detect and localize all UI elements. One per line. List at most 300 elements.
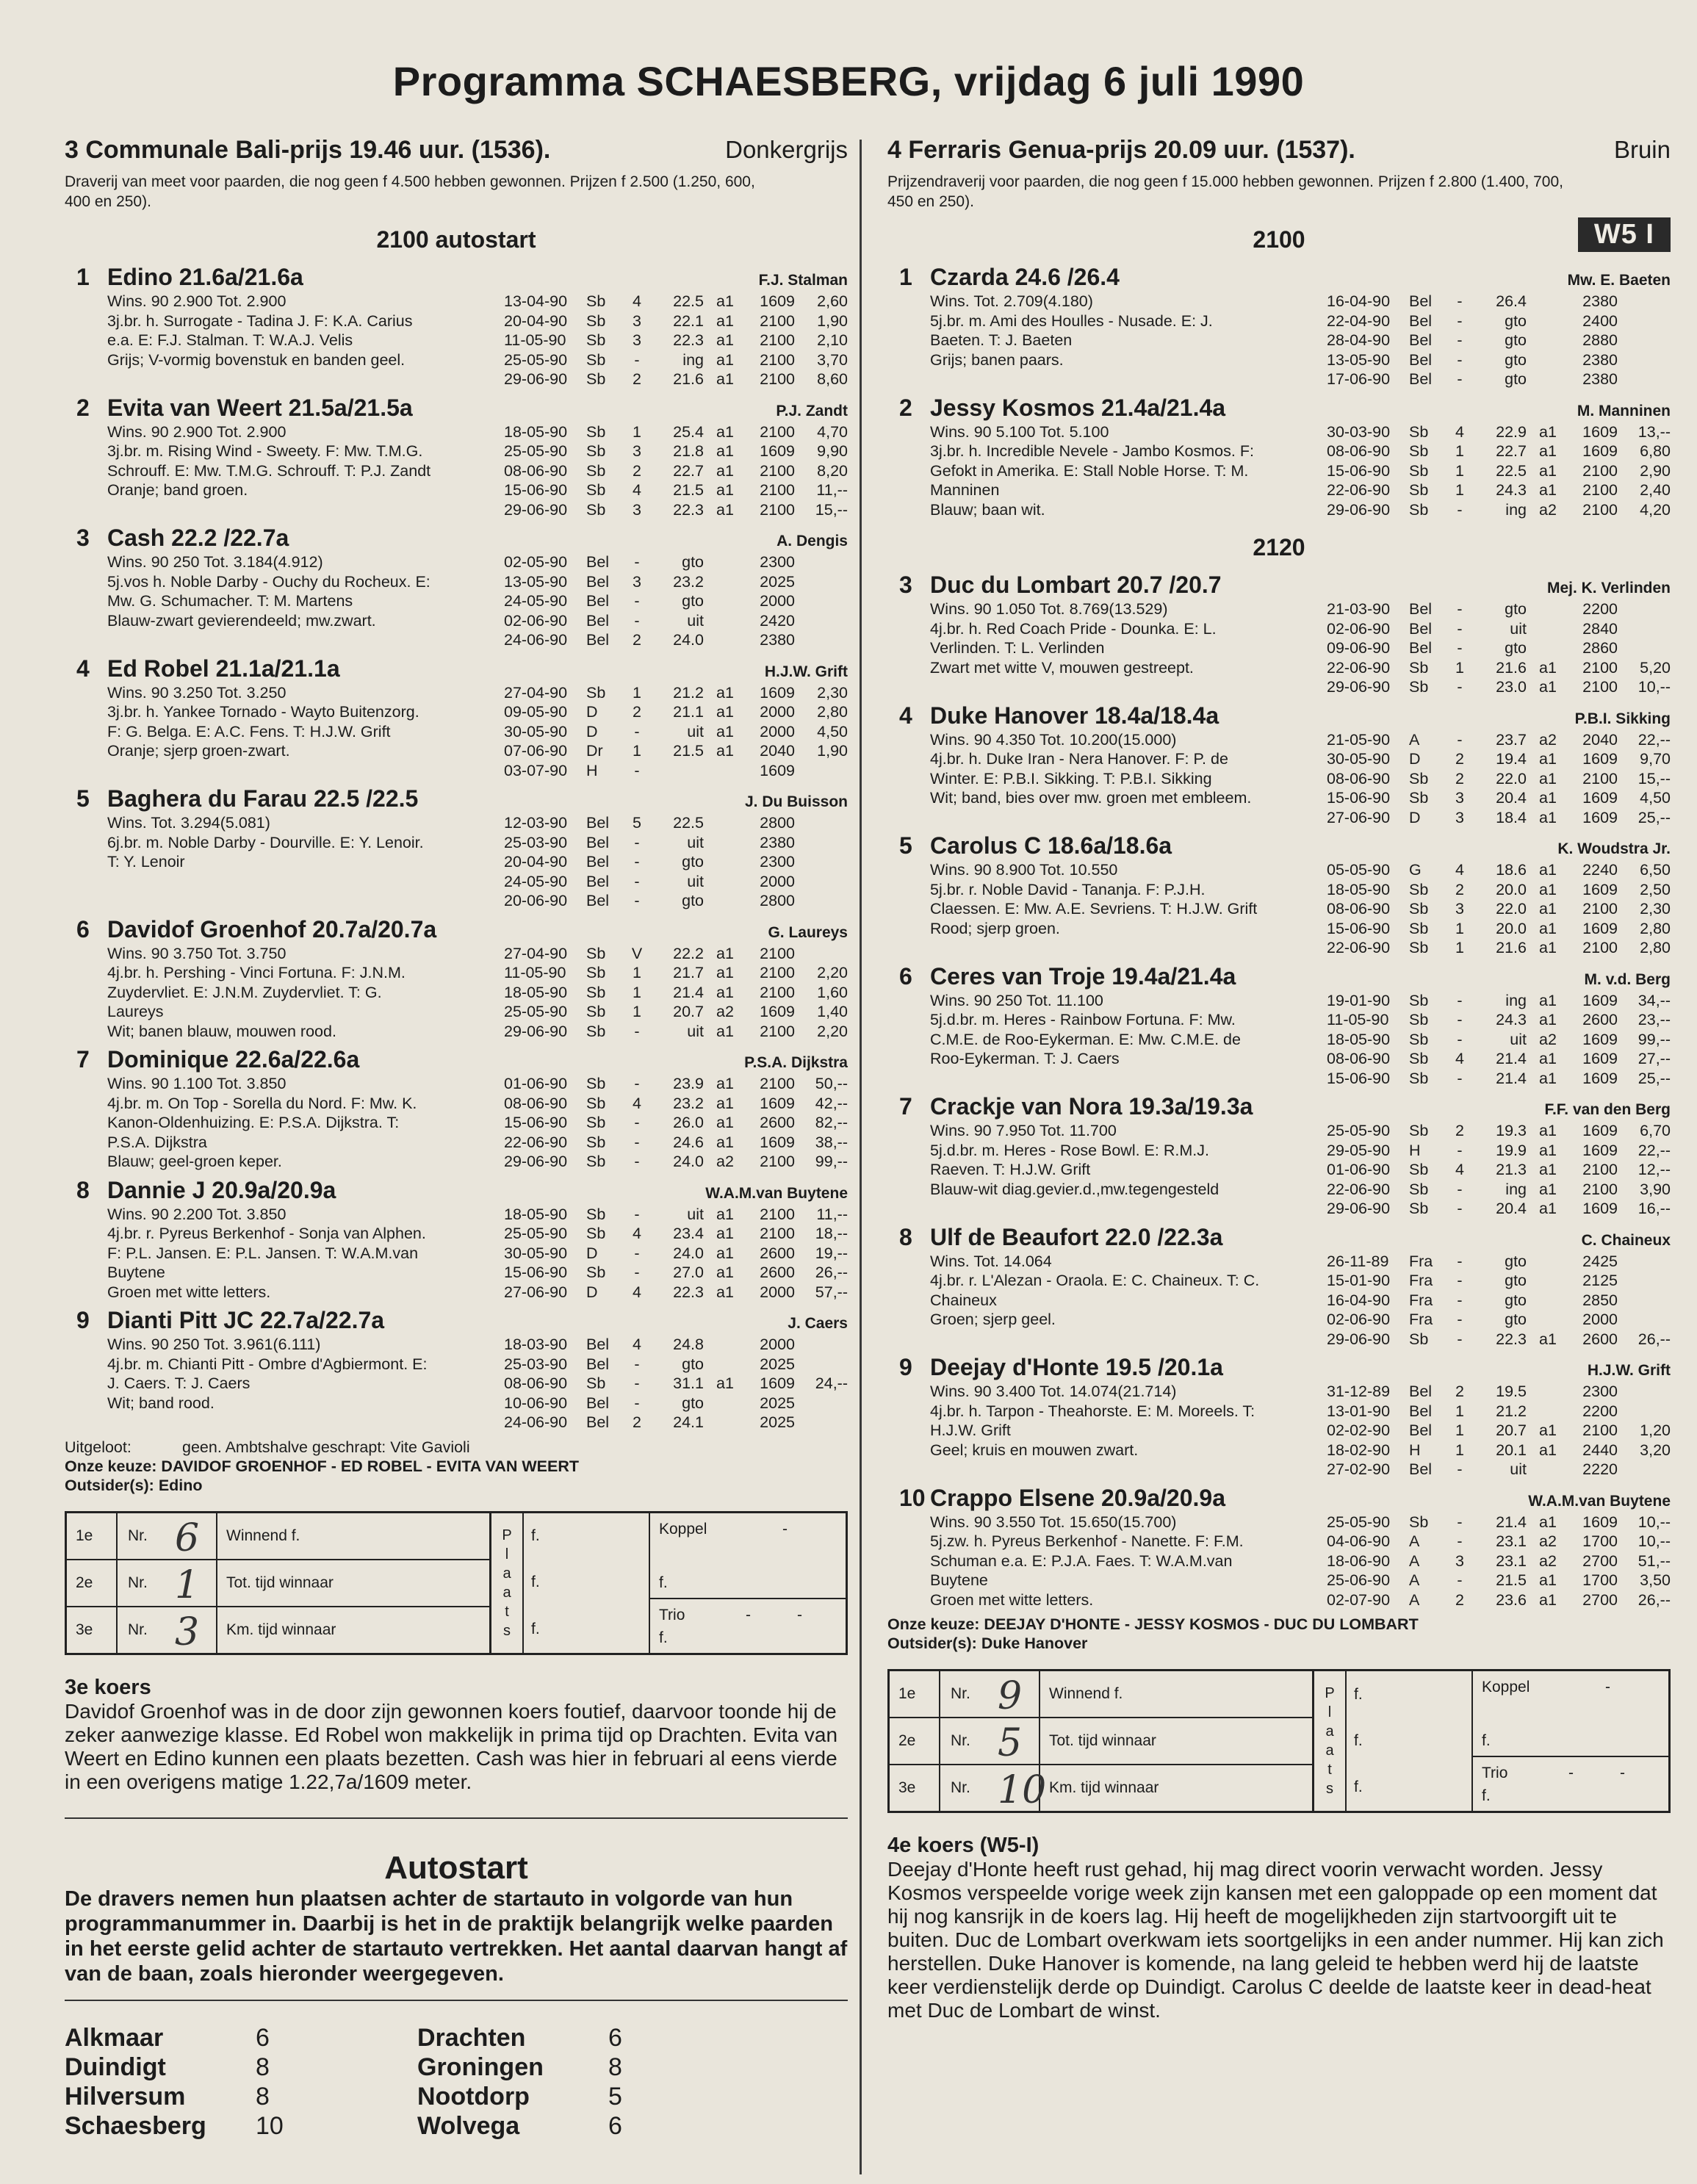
result-gait: a1 — [716, 742, 734, 760]
result-time: gto — [1505, 331, 1527, 349]
horse-number: 9 — [76, 1307, 90, 1333]
result-date: 28-04-90 — [1327, 331, 1391, 349]
result-gait: a1 — [1539, 1590, 1557, 1609]
result-place: 3 — [633, 311, 641, 330]
result-odds: 24,-- — [815, 1374, 848, 1392]
horse-info-line: J. Caers. T: J. Caers — [107, 1374, 251, 1392]
result-date: 25-05-90 — [504, 1003, 568, 1020]
horse-info-line: Kanon-Oldenhuizing. E: P.S.A. Dijkstra. T: — [107, 1114, 400, 1131]
result-time: 21.4 — [673, 983, 704, 1001]
result-distance: 2380 — [1582, 350, 1618, 369]
result-odds: 3,50 — [1640, 1571, 1671, 1589]
result-odds — [795, 591, 848, 611]
result-gait — [704, 572, 746, 592]
result-time: 21.7 — [673, 964, 704, 981]
result-time: 23.0 — [1496, 678, 1527, 696]
horse-body — [887, 991, 1671, 1089]
result-place: - — [634, 1075, 640, 1092]
result-date: 08-06-90 — [504, 1094, 568, 1112]
horse-results — [504, 292, 848, 389]
result-date: 27-02-90 — [1327, 1460, 1391, 1478]
result-row — [1327, 919, 1671, 939]
result-date: 18-06-90 — [1327, 1551, 1391, 1570]
result-odds — [1618, 331, 1671, 350]
result-gait: a1 — [716, 1244, 734, 1262]
result-place: 1 — [633, 964, 641, 981]
result-track: Sb — [1409, 678, 1429, 696]
result-gait: a2 — [716, 1153, 734, 1170]
result-distance: 1609 — [1582, 1122, 1618, 1139]
horse-info-line: Buytene — [107, 1264, 165, 1281]
result-place: 1 — [1455, 1441, 1464, 1459]
result-odds — [795, 944, 848, 964]
result-place: 1 — [633, 983, 641, 1001]
result-row — [504, 852, 848, 872]
horse-info-line: Claessen. E: Mw. A.E. Sevriens. T: H.J.W. Grift — [930, 900, 1258, 918]
result-distance: 2700 — [1582, 1551, 1618, 1570]
result-date: 29-06-90 — [504, 1153, 568, 1170]
result-distance: 1609 — [1582, 880, 1618, 898]
horse-header — [65, 655, 848, 683]
result-row — [1327, 500, 1671, 520]
result-gait: a1 — [1539, 1011, 1557, 1028]
result-odds — [1618, 599, 1671, 619]
result-place: - — [634, 1394, 640, 1412]
result-gait — [704, 833, 746, 853]
koppel-dash: - — [782, 1520, 788, 1538]
result-track: Fra — [1409, 1252, 1433, 1270]
horse-header — [887, 1485, 1671, 1513]
result-gait: a1 — [716, 722, 734, 740]
result-time: gto — [1505, 1252, 1527, 1270]
result-gait — [704, 813, 746, 833]
result-gait: a1 — [716, 1114, 734, 1131]
horse-info-line: Wins. Tot. 2.709(4.180) — [930, 292, 1093, 310]
result-gait: a1 — [716, 442, 734, 460]
result-gait: a1 — [1539, 1200, 1557, 1217]
result-date: 15-06-90 — [1327, 919, 1391, 937]
horse-number: 5 — [899, 832, 912, 859]
koppel-dash: - — [1605, 1679, 1610, 1695]
result-track: Bel — [1409, 639, 1433, 657]
horse-header — [887, 264, 1671, 292]
result-time: 23.2 — [673, 1094, 704, 1112]
result-gait: a1 — [1539, 1513, 1557, 1531]
race-title: 4 Ferraris Genua-prijs 20.09 uur. (1537). — [887, 136, 1355, 164]
result-row — [504, 722, 848, 742]
result-gait — [704, 761, 746, 781]
row-label: Tot. tijd winnaar — [1049, 1732, 1156, 1749]
result-odds — [1618, 350, 1671, 370]
result-date: 08-06-90 — [1327, 442, 1391, 460]
result-time: uit — [687, 722, 704, 740]
horse-name-text: Dominique 22.6a/22.6a — [107, 1046, 360, 1073]
result-place: 3 — [1455, 808, 1464, 826]
result-place: 3 — [633, 572, 641, 591]
horse-info-line: Schuman e.a. E: P.J.A. Faes. T: W.A.M.van — [930, 1551, 1233, 1570]
result-row — [1327, 1421, 1671, 1441]
result-time: 23.2 — [673, 572, 704, 591]
horse-name — [65, 264, 303, 291]
result-row — [1327, 1571, 1671, 1590]
track-name: Drachten — [417, 2023, 526, 2052]
horse-entry — [65, 264, 848, 389]
result-odds — [795, 1413, 848, 1432]
horse-number: 10 — [899, 1484, 926, 1511]
result-odds: 23,-- — [1637, 1011, 1671, 1028]
result-distance: 1609 — [1582, 1513, 1618, 1531]
result-date: 12-03-90 — [504, 814, 568, 832]
result-place: 2 — [1455, 1122, 1464, 1139]
row-label: Winnend f. — [226, 1527, 300, 1544]
result-gait — [704, 611, 746, 631]
result-odds: 12,-- — [1637, 1161, 1671, 1178]
result-date: 25-03-90 — [504, 1355, 568, 1373]
result-place: 4 — [633, 1225, 641, 1242]
horse-info-line: Buytene — [930, 1571, 988, 1589]
result-place: - — [634, 350, 640, 369]
result-time: 23.7 — [1496, 730, 1527, 749]
plaats-vertical — [1314, 1671, 1347, 1811]
horse-driver: Mw. E. Baeten — [1567, 272, 1671, 289]
result-track: Sb — [586, 311, 606, 330]
result-time: 26.4 — [1496, 292, 1527, 310]
horse-name-text: Evita van Weert 21.5a/21.5a — [107, 394, 413, 421]
result-track: A — [1409, 1532, 1420, 1550]
result-distance: 1609 — [1582, 919, 1618, 937]
plaats-f: f. — [531, 1620, 540, 1637]
trio-cell — [650, 1599, 846, 1653]
result-odds — [1618, 370, 1671, 389]
horse-results — [504, 1205, 848, 1302]
horse-info-line: Groen; sjerp geel. — [930, 1311, 1056, 1328]
result-row — [504, 1224, 848, 1244]
result-track: Fra — [1409, 1272, 1433, 1289]
result-odds: 1,20 — [1640, 1421, 1671, 1439]
result-row — [504, 1263, 848, 1283]
horse-info-line: Laureys — [107, 1003, 164, 1020]
result-place: - — [1457, 1330, 1463, 1348]
result-odds: 2,50 — [1640, 880, 1671, 898]
separator — [65, 2000, 848, 2001]
result-date: 15-06-90 — [1327, 1069, 1391, 1087]
result-row — [504, 1074, 848, 1094]
result-gait: a2 — [716, 1003, 734, 1020]
horse-info-line: 4j.br. h. Pershing - Vinci Fortuna. F: J.N.M. — [107, 964, 406, 981]
track-count: 6 — [256, 2023, 270, 2052]
result-track: Bel — [1409, 311, 1433, 330]
result-row — [504, 983, 848, 1003]
result-distance: 2125 — [1582, 1272, 1618, 1289]
result-distance: 2025 — [760, 572, 795, 591]
trio-dash-2: - — [1620, 1765, 1625, 1781]
horse-body — [65, 1335, 848, 1432]
horse-info-line: Wins. 90 3.550 Tot. 15.650(15.700) — [930, 1513, 1177, 1531]
result-track: Sb — [1409, 442, 1429, 460]
result-odds: 22,-- — [1637, 1141, 1671, 1159]
result-odds: 15,-- — [815, 500, 848, 519]
result-place: - — [1457, 639, 1463, 657]
result-row — [504, 1133, 848, 1153]
result-date: 05-05-90 — [1327, 861, 1391, 879]
result-gait: a1 — [1539, 789, 1557, 807]
result-odds — [795, 872, 848, 892]
result-date: 08-06-90 — [504, 461, 568, 480]
result-place: 1 — [633, 742, 641, 760]
horse-info-line: H.J.W. Grift — [930, 1421, 1011, 1439]
result-date: 01-06-90 — [1327, 1161, 1391, 1178]
result-distance: 2100 — [1582, 678, 1618, 696]
result-row — [504, 761, 848, 781]
result-time: uit — [1510, 619, 1527, 638]
result-place: - — [1457, 500, 1463, 519]
place-label: 3e — [67, 1607, 118, 1653]
result-gait: a1 — [716, 1094, 734, 1112]
horse-info-line: 4j.br. m. Chianti Pitt - Ombre d'Agbiermont. E: — [107, 1355, 428, 1373]
result-date: 27-04-90 — [504, 683, 568, 702]
result-place: - — [634, 761, 640, 779]
horse-results — [1327, 292, 1671, 389]
result-row — [504, 891, 848, 911]
result-time: gto — [1505, 1311, 1527, 1328]
nr-label: Nr. — [951, 1779, 970, 1796]
result-place: 3 — [633, 442, 641, 460]
result-distance: 2800 — [760, 892, 795, 909]
horse-info-line: Blauw-wit diag.gevier.d.,mw.tegengesteld — [930, 1180, 1219, 1198]
horse-info — [887, 991, 1327, 1089]
horse-info-line: Geel; kruis en mouwen zwart. — [930, 1441, 1139, 1459]
result-date: 19-01-90 — [1327, 991, 1391, 1009]
result-odds: 6,70 — [1640, 1122, 1671, 1139]
result-date: 02-06-90 — [504, 611, 568, 630]
result-place: - — [634, 1022, 640, 1040]
result-place: 4 — [1455, 1050, 1464, 1067]
result-time: gto — [682, 853, 704, 871]
result-distance: 2800 — [760, 814, 795, 832]
result-gait — [704, 1355, 746, 1374]
horse-info-line: Wins. 90 5.100 Tot. 5.100 — [930, 422, 1109, 441]
horse-name — [887, 702, 1219, 729]
result-row — [504, 1355, 848, 1374]
horse-info-line: Baeten. T: J. Baeten — [930, 331, 1073, 349]
result-date: 22-06-90 — [1327, 1180, 1391, 1198]
result-date: 07-06-90 — [504, 742, 568, 760]
horse-info-line: Wins. 90 1.050 Tot. 8.769(13.529) — [930, 600, 1168, 618]
result-track: Sb — [586, 1022, 606, 1040]
result-date: 08-06-90 — [1327, 769, 1391, 788]
result-date: 30-05-90 — [504, 1244, 568, 1262]
result-gait: a1 — [716, 1075, 734, 1092]
result-date: 22-04-90 — [1327, 311, 1391, 330]
horse-info-line: F: G. Belga. E: A.C. Fens. T: H.J.W. Grift — [107, 722, 391, 740]
horse-info-line: 4j.br. h. Duke Iran - Nera Hanover. F: P. de — [930, 750, 1228, 768]
horse-info-line: Wins. 90 250 Tot. 3.961(6.111) — [107, 1336, 321, 1353]
result-track: Sb — [586, 964, 606, 981]
horse-info — [65, 944, 504, 1042]
horse-info — [887, 860, 1327, 958]
result-gait: a2 — [1539, 500, 1557, 519]
horse-results — [504, 422, 848, 520]
result-distance: 1609 — [760, 1374, 795, 1392]
plaats-f-column — [524, 1513, 650, 1653]
result-distance: 2100 — [1582, 1421, 1618, 1439]
result-place: 1 — [1455, 481, 1464, 499]
outsiders: Outsider(s): Edino — [65, 1476, 203, 1494]
result-gait: a1 — [716, 1205, 734, 1223]
horse-body — [887, 1121, 1671, 1219]
result-track: Bel — [586, 592, 610, 610]
result-date: 10-06-90 — [504, 1394, 568, 1412]
result-date: 18-05-90 — [504, 422, 568, 441]
result-odds: 99,-- — [815, 1153, 848, 1170]
result-track: Bel — [1409, 331, 1433, 349]
result-form-row — [890, 1718, 1312, 1765]
result-time: 24.0 — [673, 631, 704, 649]
result-place: 2 — [1455, 1590, 1464, 1609]
result-place: - — [634, 553, 640, 571]
result-time: gto — [1505, 639, 1527, 657]
result-track: Sb — [1409, 500, 1429, 519]
horse-info-line: Grijs; V-vormig bovenstuk en banden geel. — [107, 350, 406, 369]
result-date: 29-06-90 — [504, 1022, 568, 1040]
result-odds — [1618, 1460, 1671, 1480]
horse-entry — [887, 572, 1671, 697]
distance-heading — [887, 534, 1671, 561]
result-time: gto — [1505, 350, 1527, 369]
result-date: 25-05-90 — [1327, 1513, 1391, 1531]
separator — [65, 1817, 848, 1819]
result-odds — [795, 1335, 848, 1355]
result-date: 15-06-90 — [1327, 789, 1391, 807]
horse-name-text: Ed Robel 21.1a/21.1a — [107, 655, 340, 682]
horse-entry — [887, 963, 1671, 1089]
result-time: 22.3 — [673, 1283, 704, 1301]
result-time: 19.9 — [1496, 1141, 1527, 1159]
horse-results — [504, 552, 848, 650]
result-distance: 2420 — [760, 611, 795, 630]
horse-info-line: C.M.E. de Roo-Eykerman. E: Mw. C.M.E. de — [930, 1030, 1241, 1048]
place-label: 2e — [890, 1718, 940, 1764]
horse-entry — [65, 916, 848, 1042]
horse-number: 2 — [76, 394, 90, 421]
result-distance: 2850 — [1582, 1291, 1618, 1309]
result-distance: 2025 — [760, 1413, 795, 1431]
horse-info-line: Gefokt in Amerika. E: Stall Noble Horse. T: M. — [930, 461, 1249, 480]
horse-number: 8 — [76, 1176, 90, 1203]
result-date: 02-06-90 — [1327, 1311, 1391, 1328]
result-track: Bel — [586, 892, 610, 909]
horse-driver: M. v.d. Berg — [1584, 970, 1671, 988]
result-place: - — [634, 1374, 640, 1392]
result-place: - — [1457, 292, 1463, 310]
result-odds — [795, 891, 848, 911]
result-track: Sb — [1409, 769, 1429, 788]
result-form — [65, 1511, 848, 1655]
result-track: Sb — [586, 500, 606, 519]
place-label: 1e — [890, 1671, 940, 1717]
horse-name-text: Cash 22.2 /22.7a — [107, 525, 289, 551]
horse-name — [65, 1177, 336, 1204]
result-odds: 8,60 — [817, 370, 848, 388]
result-track: Sb — [586, 422, 606, 441]
result-place: - — [634, 1153, 640, 1170]
horse-info — [887, 1121, 1327, 1219]
result-gait — [704, 872, 746, 892]
result-odds: 6,80 — [1640, 442, 1671, 460]
result-distance: 2000 — [760, 592, 795, 610]
plaats-letter: P — [1325, 1685, 1335, 1701]
result-track: Sb — [1409, 1180, 1429, 1198]
result-row — [1327, 370, 1671, 389]
result-place: - — [634, 1114, 640, 1131]
horse-number: 6 — [899, 962, 912, 990]
result-place: - — [634, 1355, 640, 1373]
result-place: - — [634, 1264, 640, 1281]
horse-body — [65, 1205, 848, 1302]
horse-info-line: 5j.br. m. Ami des Houlles - Nusade. E: J. — [930, 311, 1213, 330]
place-label: 3e — [890, 1765, 940, 1811]
trio-dash: - — [1568, 1765, 1574, 1781]
result-gait: a1 — [1539, 769, 1557, 788]
result-time: gto — [1505, 1291, 1527, 1309]
result-date: 25-05-90 — [504, 350, 568, 369]
result-place: - — [1457, 1200, 1463, 1217]
horse-info-line: Oranje; sjerp groen-zwart. — [107, 742, 290, 760]
result-odds: 2,40 — [1640, 481, 1671, 499]
plaats-letter: a — [1325, 1723, 1334, 1740]
result-date: 31-12-89 — [1327, 1383, 1391, 1400]
track-name: Wolvega — [417, 2111, 520, 2140]
horse-info-line — [107, 872, 504, 892]
result-track: Sb — [1409, 422, 1429, 441]
horse-name-text: Baghera du Farau 22.5 /22.5 — [107, 785, 419, 812]
result-track: Bel — [1409, 600, 1433, 618]
result-track: Dr — [586, 742, 603, 760]
result-time: 19.4 — [1496, 750, 1527, 768]
plaats-letter: P — [502, 1527, 512, 1543]
row-label: Km. tijd winnaar — [1049, 1779, 1159, 1796]
horse-name-text: Crackje van Nora 19.3a/19.3a — [930, 1093, 1253, 1120]
handwritten-number: 6 — [175, 1516, 200, 1560]
horse-header — [65, 264, 848, 292]
result-track: Sb — [1409, 1030, 1429, 1048]
horse-driver: H.J.W. Grift — [764, 663, 848, 680]
horse-results — [504, 683, 848, 781]
result-place: - — [1457, 1460, 1463, 1478]
result-gait: a1 — [716, 944, 734, 962]
result-gait: a1 — [1539, 1141, 1557, 1159]
result-gait — [1527, 1382, 1569, 1402]
result-distance: 2100 — [760, 481, 795, 499]
result-date: 21-03-90 — [1327, 600, 1391, 618]
result-form-rows — [890, 1671, 1314, 1811]
result-time: 23.9 — [673, 1075, 704, 1092]
horse-info-line: Wins. 90 250 Tot. 3.184(4.912) — [107, 553, 323, 571]
result-date: 15-01-90 — [1327, 1272, 1391, 1289]
result-odds: 2,30 — [1640, 900, 1671, 918]
koppel-label: Koppel — [1482, 1679, 1530, 1695]
result-gait — [1527, 599, 1569, 619]
result-odds — [795, 1355, 848, 1374]
result-odds: 2,30 — [817, 683, 848, 702]
result-distance: 1609 — [1582, 1030, 1618, 1048]
result-odds: 2,80 — [817, 703, 848, 721]
result-distance: 2100 — [760, 964, 795, 981]
horse-info-line: 4j.br. m. On Top - Sorella du Nord. F: Mw. K. — [107, 1094, 417, 1112]
result-time: 24.3 — [1496, 1011, 1527, 1028]
horse-results — [1327, 1121, 1671, 1219]
result-date: 25-03-90 — [504, 833, 568, 851]
